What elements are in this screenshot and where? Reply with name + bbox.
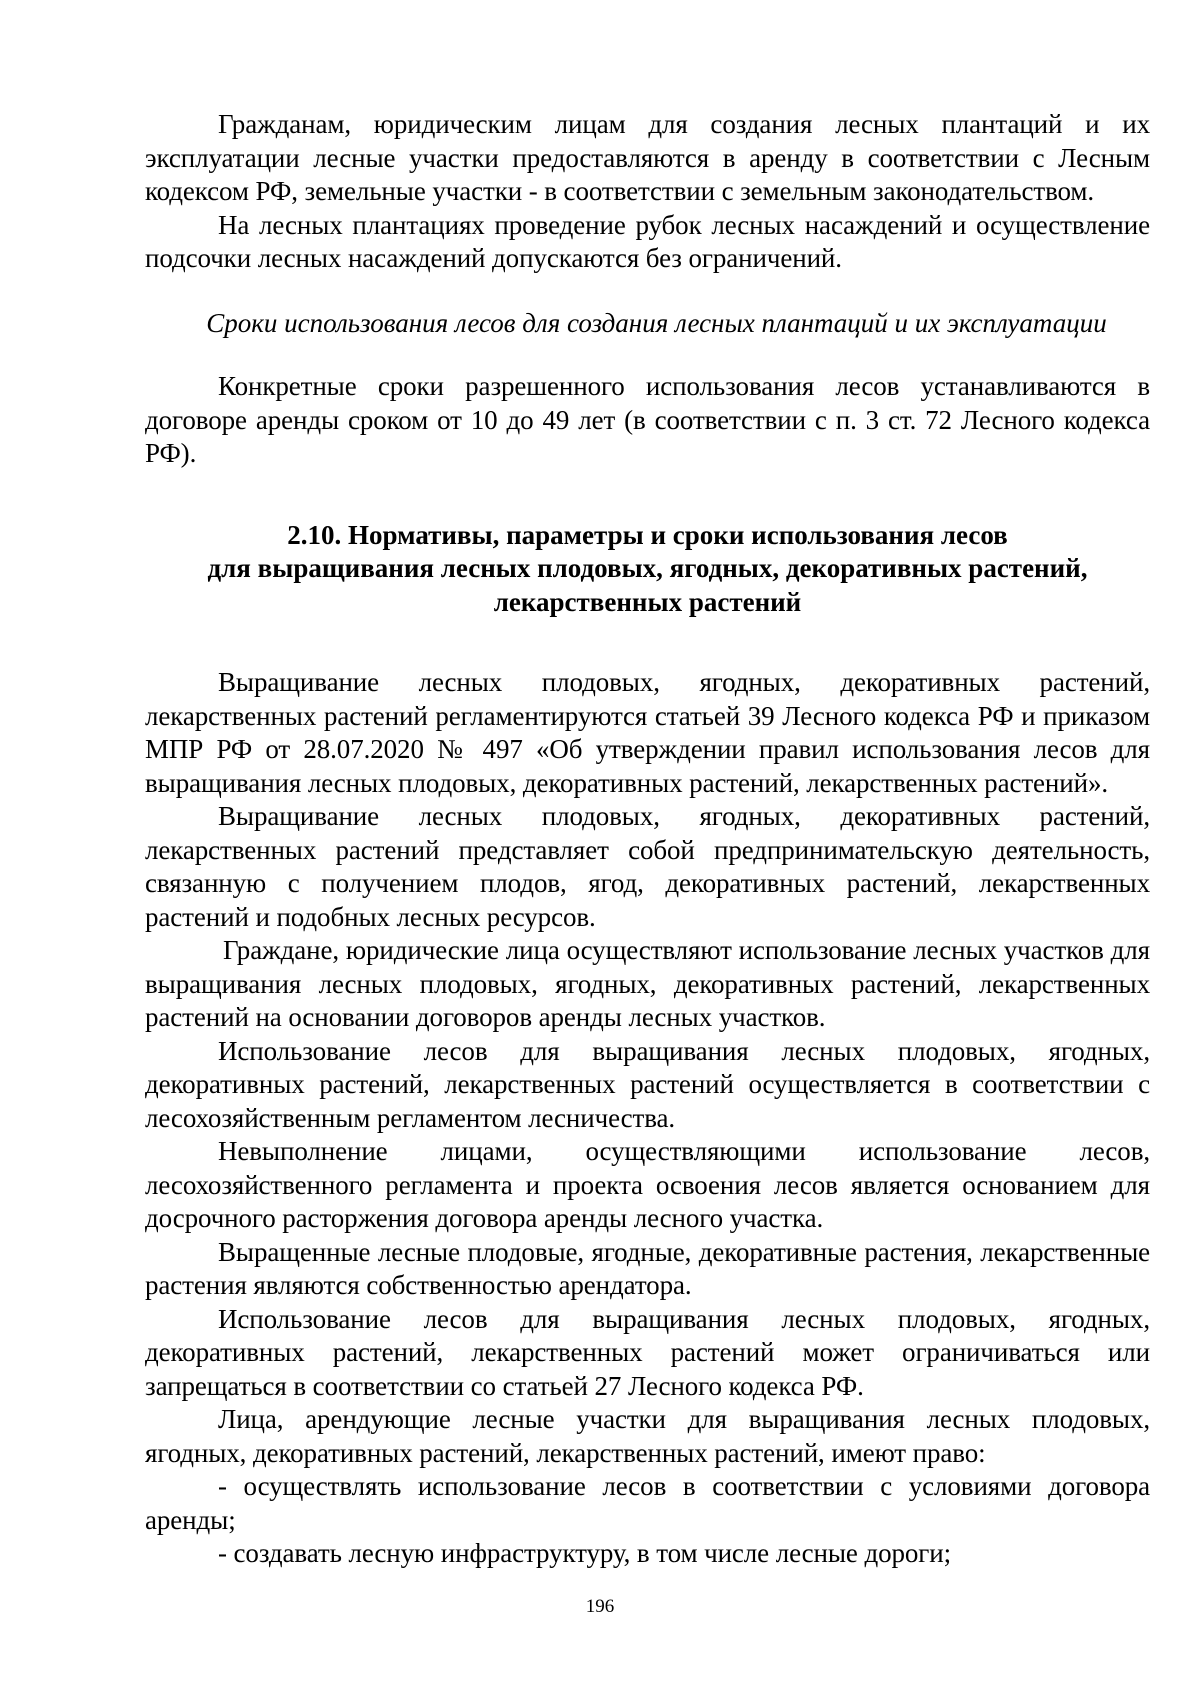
paragraph-regulation: Выращивание лесных плодовых, ягодных, декоративных растений, лекарственных растений регламентируются статьей 39 Лесного кодекса РФ и приказом МПР РФ от 28.07.2020 № 497 «Об утверждении правил использования лесов для выращивания лесных плодовых, декоративных растений, лекарственных растений». — [145, 667, 1150, 798]
section-heading — [145, 519, 1150, 620]
paragraph-termination: Невыполнение лицами, осуществляющими использование лесов, лесохозяйственного регламента и проекта освоения лесов является основанием для досрочного расторжения договора аренды лесного участка. — [145, 1136, 1150, 1233]
paragraph-ownership: Выращенные лесные плодовые, ягодные, декоративные растения, лекарственные растения являются собственностью арендатора. — [145, 1236, 1150, 1300]
section-heading-line-1: 2.10. Нормативы, параметры и сроки использования лесов — [287, 519, 1008, 550]
list-item-right-infrastructure: - создавать лесную инфраструктуру, в том числе лесные дороги; — [218, 1538, 952, 1568]
paragraph-lease-basis: Граждане, юридические лица осуществляют использование лесных участков для выращивания лесных плодовых, ягодных, декоративных растений, лекарственных растений на основании договоров аренды лесных участков. — [145, 935, 1150, 1032]
paragraph-restrictions: Использование лесов для выращивания лесных плодовых, ягодных, декоративных растений, лекарственных растений может ограничиваться или запрещаться в соответствии со статьей 27 Лесного кодекса РФ. — [145, 1303, 1150, 1401]
subtitle-terms: Сроки использования лесов для создания лесных плантаций и их эксплуатации — [206, 307, 1107, 338]
paragraph-forestry-regulation: Использование лесов для выращивания лесных плодовых, ягодных, декоративных растений, лекарственных растений осуществляется в соответствии с лесохозяйственным регламентом лесничества. — [145, 1035, 1150, 1133]
section-heading-line-2: для выращивания лесных плодовых, ягодных, декоративных растений, — [207, 553, 1088, 583]
document-page — [145, 108, 1150, 1571]
paragraph-lease-plantations: Гражданам, юридическим лицам для создания лесных плантаций и их эксплуатации лесные участки предоставляются в аренду в соответствии с Лесным кодексом РФ, земельные участки - в соответствии с земельным законодательством. — [145, 109, 1150, 206]
page-number: 196 — [585, 1596, 615, 1617]
paragraph-lease-terms: Конкретные сроки разрешенного использования лесов устанавливаются в договоре аренды сроком от 10 до 49 лет (в соответствии с п. 3 ст. 72 Лесного кодекса РФ). — [145, 371, 1150, 468]
paragraph-business-activity: Выращивание лесных плодовых, ягодных, декоративных растений, лекарственных растений представляет собой предпринимательскую деятельность, связанную с получением плодов, ягод, декоративных растений, лекарственных растений и подобных лесных ресурсов. — [145, 801, 1150, 932]
list-item-right-use: - осуществлять использование лесов в соответствии с условиями договора аренды; — [145, 1471, 1150, 1535]
paragraph-rights-intro: Лица, арендующие лесные участки для выращивания лесных плодовых, ягодных, декоративных растений, лекарственных растений, имеют право: — [145, 1404, 1150, 1468]
section-heading-line-3: лекарственных растений — [493, 586, 802, 617]
paragraph-felling-plantations: На лесных плантациях проведение рубок лесных насаждений и осуществление подсочки лесных насаждений допускаются без ограничений. — [145, 209, 1150, 273]
